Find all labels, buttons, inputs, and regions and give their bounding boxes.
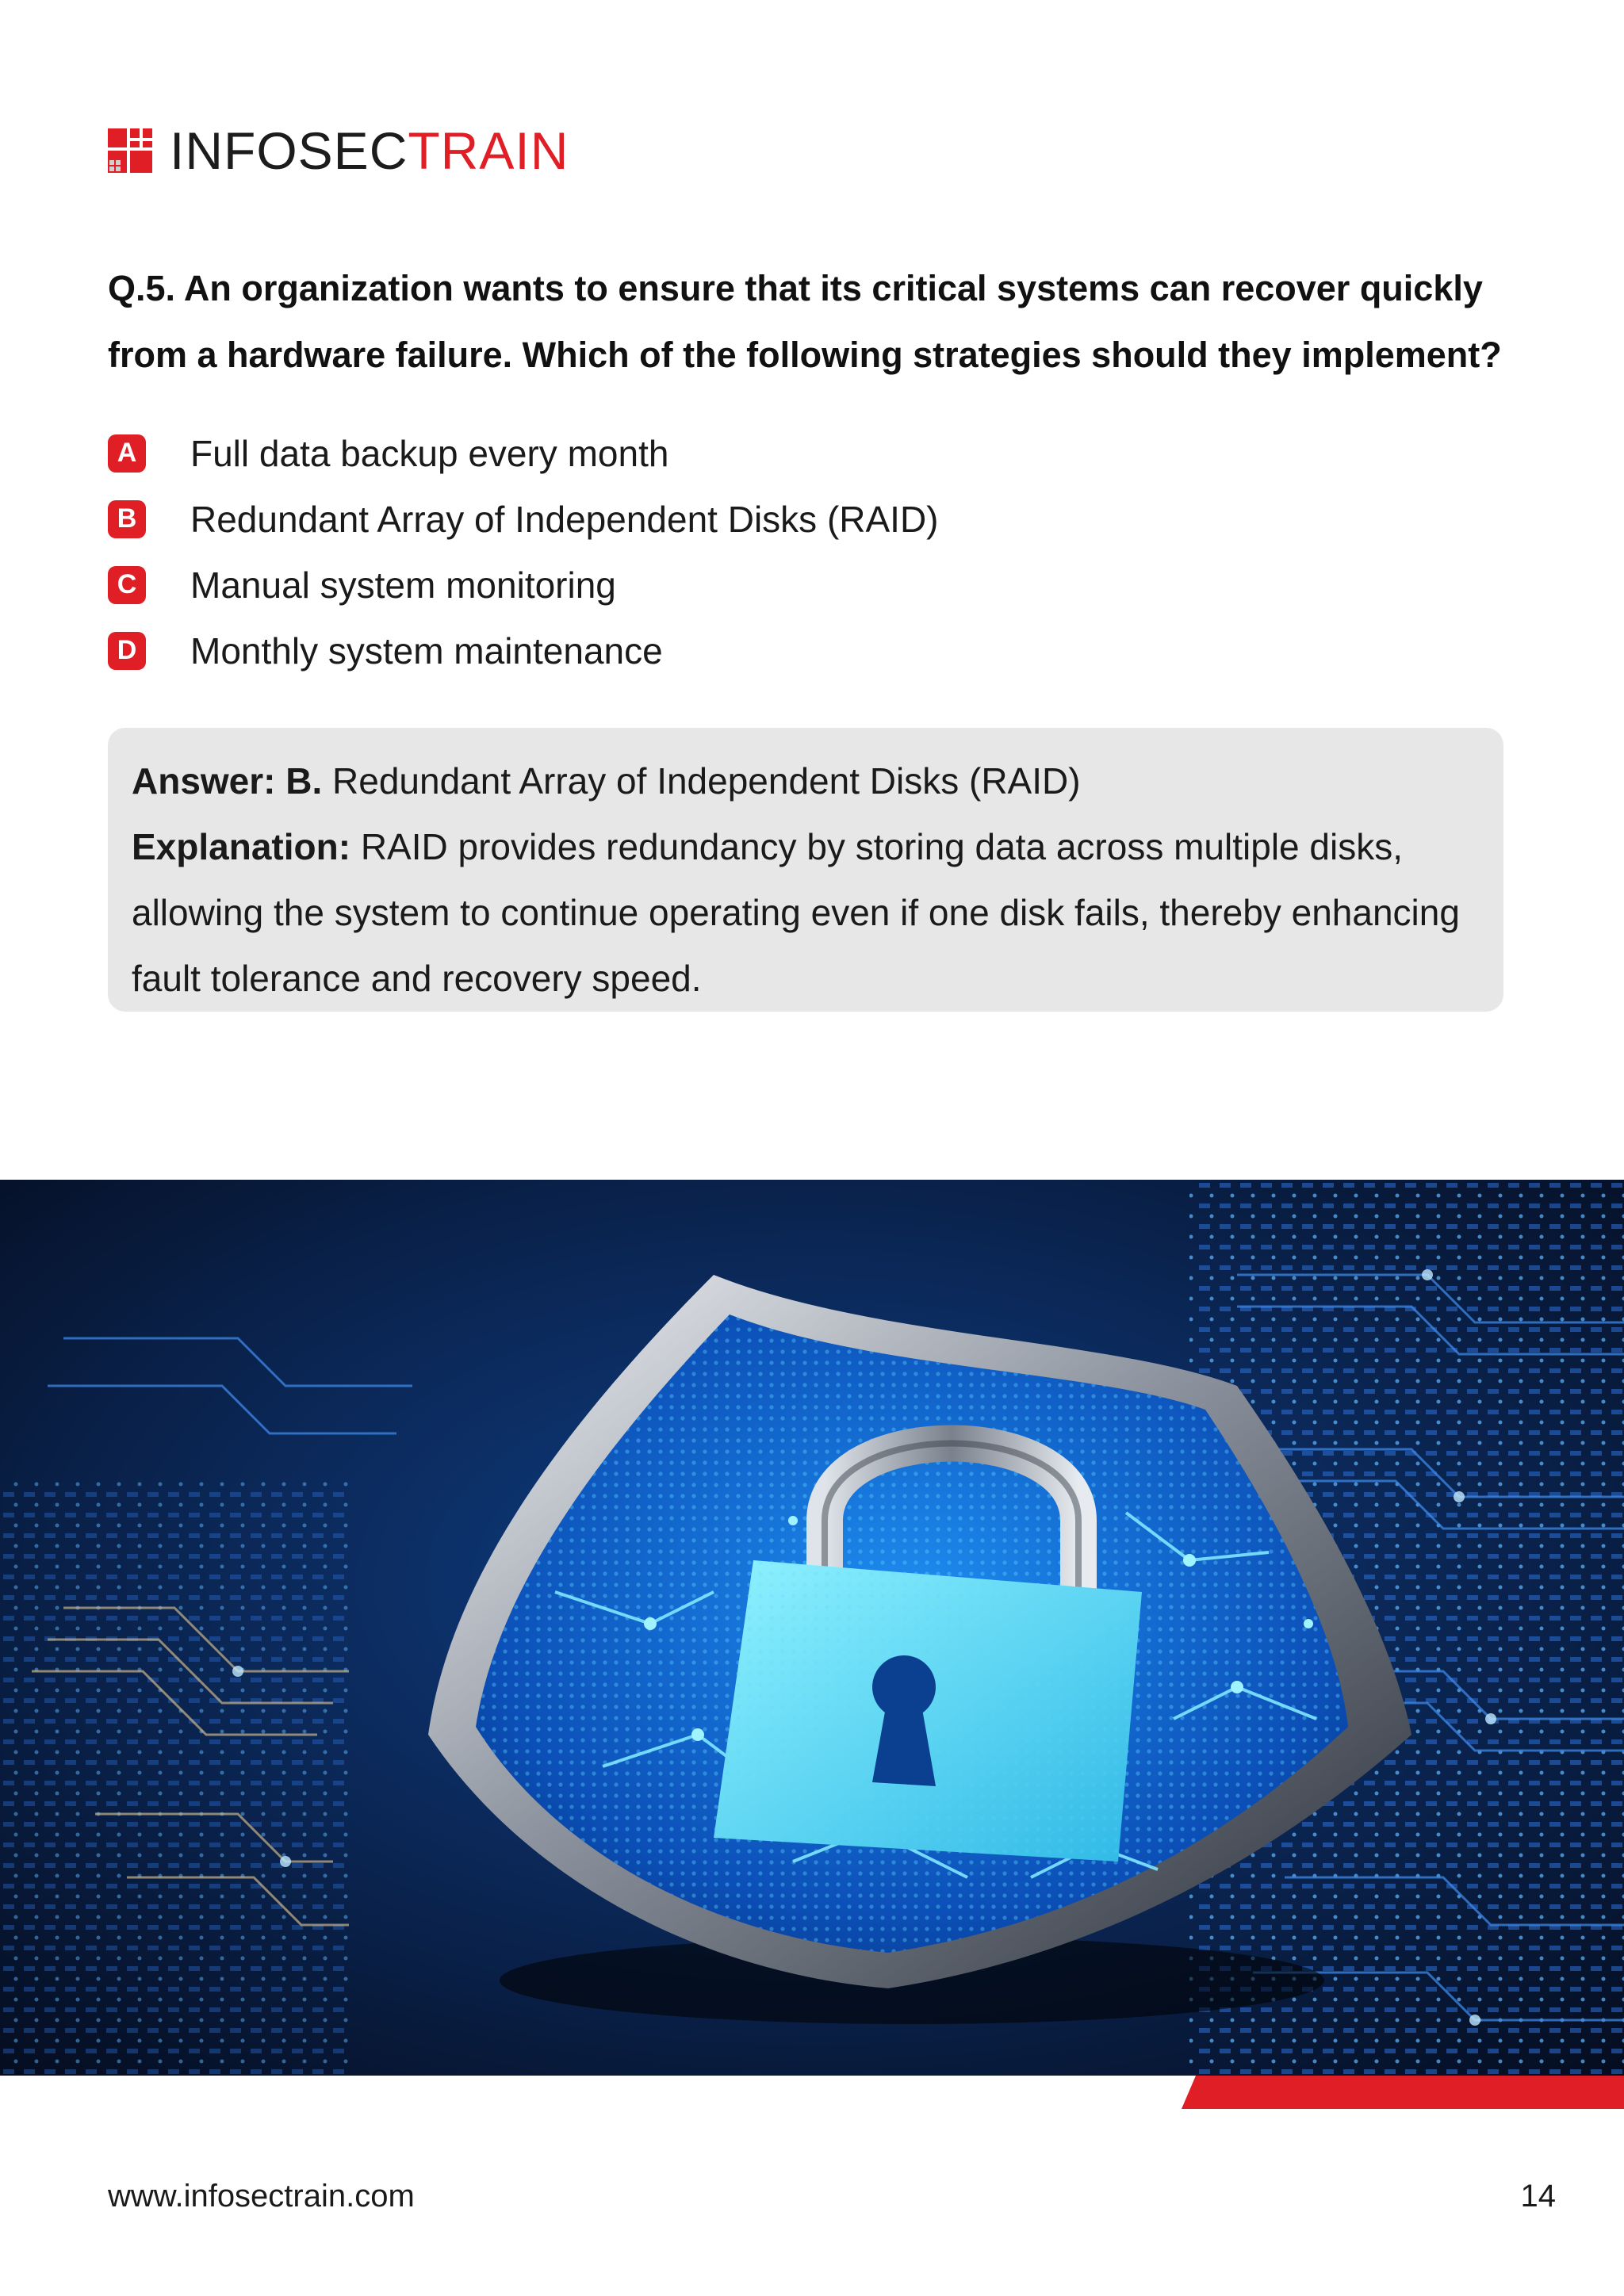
explanation-text: RAID provides redundancy by storing data across multiple disks, allowing the system to continue operating even if one disk fails, thereby enhancing fault tolerance and recovery speed. xyxy=(132,826,1460,999)
answer-box xyxy=(108,728,1503,1012)
explanation-block xyxy=(132,814,1480,1012)
hero-image xyxy=(0,1180,1624,2076)
red-accent-bar xyxy=(0,2076,1624,2109)
question-text: Q.5. An organization wants to ensure that its critical systems can recover quickly from a hardware failure. Which of the following strategies should they implement? xyxy=(108,268,1502,375)
page-number: 14 xyxy=(1520,2179,1556,2214)
option-text: Monthly system maintenance xyxy=(190,629,663,672)
option-letter-badge: C xyxy=(108,566,146,604)
explanation-label: Explanation: xyxy=(132,826,351,867)
option-text: Redundant Array of Independent Disks (RAID) xyxy=(190,498,939,540)
logo-squares-icon xyxy=(108,128,152,173)
brand-name-part1: INFOSEC xyxy=(170,121,408,180)
brand-name xyxy=(170,121,569,180)
answer-line xyxy=(132,748,1480,814)
option-b xyxy=(108,486,1535,552)
option-d xyxy=(108,618,1535,683)
option-a xyxy=(108,420,1535,486)
option-text: Full data backup every month xyxy=(190,432,669,474)
option-c xyxy=(108,552,1535,618)
options-list xyxy=(108,420,1535,683)
option-letter-badge: B xyxy=(108,500,146,538)
answer-label: Answer: B. xyxy=(132,760,323,802)
option-letter-badge: A xyxy=(108,434,146,473)
brand-logo xyxy=(108,121,569,180)
answer-text: Redundant Array of Independent Disks (RAID) xyxy=(332,760,1081,802)
brand-name-part2: TRAIN xyxy=(408,121,569,180)
shield-padlock-circuit-icon xyxy=(0,1180,1624,2076)
footer-website-link[interactable]: www.infosectrain.com xyxy=(108,2179,415,2214)
option-text: Manual system monitoring xyxy=(190,564,616,606)
option-letter-badge: D xyxy=(108,632,146,670)
